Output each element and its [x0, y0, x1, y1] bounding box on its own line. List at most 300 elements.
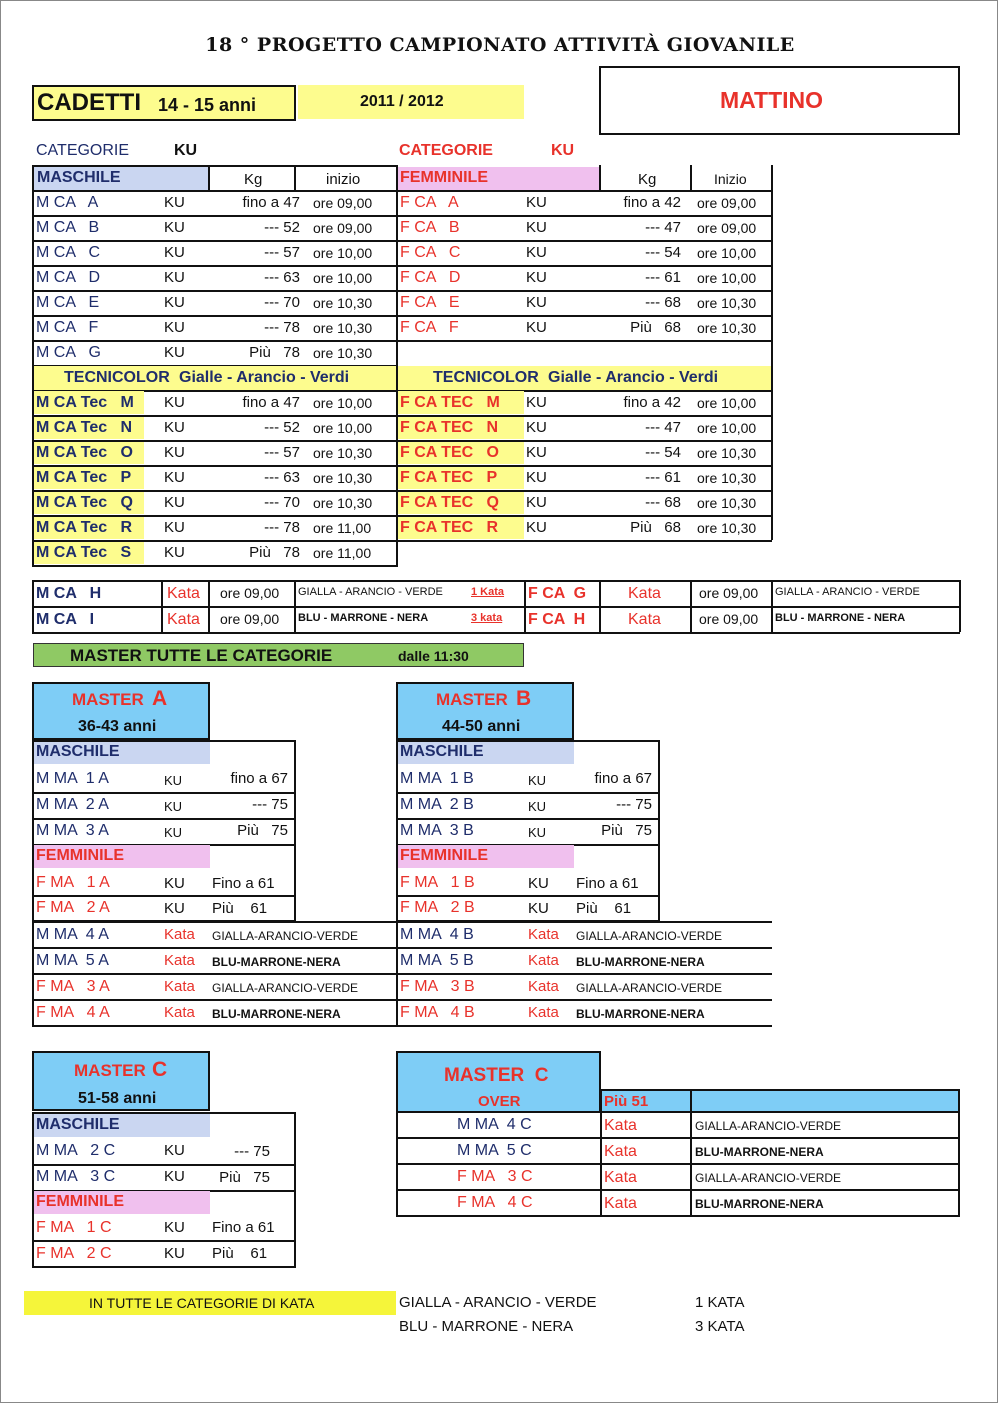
male-category: M MA 2 A: [36, 796, 109, 813]
start-time-cell: ore 10,00: [313, 420, 373, 436]
ku-cell: KU: [164, 544, 185, 561]
ku-cell: KU: [164, 799, 183, 814]
weight-cell: Più 68: [630, 519, 681, 536]
maschile-label: MASCHILE: [36, 1116, 120, 1133]
female-category: F CA TEC M: [400, 394, 500, 411]
ku-cell: KU: [526, 494, 547, 511]
weight-cell: Fino a 61: [576, 875, 639, 892]
female-category: F CA TEC P: [400, 469, 498, 486]
rule-line: [396, 440, 772, 442]
female-category: F MA 1 B: [400, 874, 475, 891]
master-age: 36-43 anni: [78, 718, 157, 735]
female-category: F CA D: [400, 269, 461, 286]
categorie-label: CATEGORIE: [36, 142, 130, 159]
male-category: M MA 1 B: [400, 770, 474, 787]
start-time-cell: ore 09,00: [697, 220, 757, 236]
weight-cell: --- 61: [645, 469, 681, 486]
weight-cell: --- 54: [645, 244, 681, 261]
rule-line: [396, 947, 772, 949]
ku-cell: KU: [164, 875, 185, 892]
start-time-cell: ore 10,30: [313, 345, 373, 361]
kata-label: Kata: [164, 978, 195, 995]
male-category: M CA F: [36, 319, 99, 336]
start-time-cell: ore 10,00: [313, 395, 373, 411]
kata-label: Kata: [628, 585, 661, 602]
weight-cell: --- 70: [264, 294, 300, 311]
female-category: F CA F: [400, 319, 459, 336]
kata-label: Kata: [604, 1169, 637, 1186]
cadetti-label: CADETTI: [37, 89, 141, 116]
rule-line: [32, 947, 408, 949]
male-category: M MA 3 C: [36, 1168, 116, 1185]
rule-line: [396, 999, 772, 1001]
weight-cell: fino a 67: [594, 770, 652, 787]
belt-colors: BLU-MARRONE-NERA: [212, 955, 341, 969]
rule-line: [396, 1189, 960, 1191]
male-category: M MA 2 C: [36, 1142, 116, 1159]
belt-colors: GIALLA-ARANCIO-VERDE: [212, 929, 359, 943]
start-time-cell: ore 09,00: [313, 195, 373, 211]
belt-colors: GIALLA-ARANCIO-VERDE: [212, 981, 359, 995]
rule-line: [32, 515, 397, 517]
female-category: F CA TEC R: [400, 519, 499, 536]
female-category: F MA 3 B: [400, 978, 475, 995]
inizio-header: inizio: [326, 171, 361, 188]
female-category: F MA 2 B: [400, 899, 475, 916]
weight-cell: Più 61: [212, 1245, 268, 1262]
rule-line: [32, 792, 296, 794]
ku-cell: KU: [526, 244, 547, 261]
rule-line: [690, 165, 692, 190]
weight-cell: Più 75: [219, 1169, 270, 1186]
weight-cell: Più 75: [601, 822, 652, 839]
weight-cell: fino a 47: [242, 194, 300, 211]
ku-cell: KU: [164, 219, 185, 236]
kata-label: Kata: [164, 926, 195, 943]
rule-line: [32, 921, 408, 923]
rule-line: [32, 565, 397, 567]
weight-cell: --- 78: [264, 319, 300, 336]
female-kata-category: F CA G: [528, 585, 587, 602]
rule-line: [32, 440, 397, 442]
ku-cell: KU: [526, 519, 547, 536]
female-category: F MA 1 A: [36, 874, 110, 891]
male-category: M MA 4 C: [457, 1116, 532, 1133]
rule-line: [396, 740, 660, 742]
rule-line: [396, 415, 772, 417]
rule-line: [396, 1137, 960, 1139]
ku-cell: KU: [526, 319, 547, 336]
weight-cell: --- 68: [645, 294, 681, 311]
rule-line: [32, 973, 408, 975]
start-time-cell: ore 11,00: [313, 520, 372, 536]
female-kata-category: F CA H: [528, 611, 586, 628]
rule-line: [599, 165, 601, 190]
start-time-cell: ore 09,00: [220, 585, 280, 601]
male-category: M MA 2 B: [400, 796, 474, 813]
session-label: MATTINO: [720, 87, 824, 113]
male-category: M MA 4 B: [400, 926, 474, 943]
female-category: F CA A: [400, 194, 459, 211]
rule-line: [32, 632, 960, 634]
rule-line: [32, 415, 397, 417]
rule-line: [396, 340, 772, 342]
master-title: MASTER: [74, 1061, 146, 1080]
kata-label: Kata: [528, 1004, 559, 1021]
male-category: M MA 3 B: [400, 822, 474, 839]
kata-label: Kata: [167, 585, 200, 602]
ku-cell: KU: [526, 394, 547, 411]
master-title: MASTER C: [444, 1065, 549, 1086]
weight-cell: --- 57: [264, 444, 300, 461]
belt-colors: BLU - MARRONE - NERA: [298, 612, 429, 624]
kata-label: Kata: [604, 1195, 637, 1212]
female-category: F CA C: [400, 244, 461, 261]
male-category: M MA 5 C: [457, 1142, 532, 1159]
ku-cell: KU: [164, 294, 185, 311]
belt-colors: BLU - MARRONE - NERA: [775, 612, 906, 624]
female-category: F MA 2 C: [36, 1245, 112, 1262]
belt-colors: GIALLA-ARANCIO-VERDE: [695, 1171, 842, 1185]
start-time-cell: ore 10,30: [697, 470, 757, 486]
maschile-label: MASCHILE: [37, 169, 121, 186]
rule-line: [396, 465, 772, 467]
ku-cell: KU: [164, 1142, 185, 1159]
rule-line: [32, 340, 397, 342]
start-time-cell: ore 10,30: [697, 295, 757, 311]
ku-cell: KU: [164, 344, 185, 361]
male-category: M CA Tec R: [36, 519, 133, 536]
ku-cell: KU: [526, 294, 547, 311]
kata-label: Kata: [628, 611, 661, 628]
master-age: 44-50 anni: [442, 718, 521, 735]
ku-cell: KU: [164, 444, 185, 461]
rule-line: [396, 921, 772, 923]
rule-line: [396, 290, 772, 292]
ku-cell: KU: [528, 799, 547, 814]
rule-line: [32, 315, 397, 317]
rule-line: [396, 973, 772, 975]
rule-line: [32, 540, 397, 542]
weight-cell: --- 47: [645, 419, 681, 436]
ku-cell: KU: [526, 219, 547, 236]
master-title: MASTER: [72, 690, 144, 709]
kg-header: Kg: [244, 171, 263, 188]
weight-cell: Più 78: [249, 344, 300, 361]
rule-line: [32, 818, 296, 820]
female-category: F MA 4 B: [400, 1004, 475, 1021]
female-category: F CA B: [400, 219, 460, 236]
rule-line: [396, 1025, 772, 1027]
master-banner-label: MASTER TUTTE LE CATEGORIE: [70, 646, 333, 665]
rule-line: [396, 1163, 960, 1165]
male-category: M MA 5 B: [400, 952, 474, 969]
footer-kata-count: 3 KATA: [695, 1318, 745, 1335]
femminile-label: FEMMINILE: [400, 847, 488, 864]
male-category: M MA 3 A: [36, 822, 109, 839]
master-title: MASTER: [436, 690, 508, 709]
rule-line: [396, 515, 772, 517]
weight-cell: --- 52: [264, 419, 300, 436]
tecnicolor-label: TECNICOLOR: [433, 369, 539, 386]
ku-cell: KU: [164, 519, 185, 536]
rule-line: [396, 818, 660, 820]
male-category: M MA 4 A: [36, 926, 109, 943]
ku-cell: KU: [526, 269, 547, 286]
ku-label: KU: [551, 142, 575, 159]
weight-cell: Fino a 61: [212, 875, 275, 892]
weight-cell: --- 75: [234, 1143, 270, 1160]
rule-line: [32, 165, 397, 167]
male-category: M MA 1 A: [36, 770, 109, 787]
kg-header: Kg: [638, 171, 657, 188]
femminile-label: FEMMINILE: [400, 169, 488, 186]
tecnicolor-colors: Gialle - Arancio - Verdi: [179, 369, 350, 386]
cadetti-age: 14 - 15 anni: [158, 95, 257, 115]
ku-cell: KU: [526, 469, 547, 486]
rule-line: [32, 580, 960, 582]
female-category: F MA 1 C: [36, 1219, 112, 1236]
female-category: F CA E: [400, 294, 460, 311]
male-category: M CA Tec N: [36, 419, 133, 436]
rule-line: [32, 265, 397, 267]
ku-cell: KU: [164, 1245, 185, 1262]
tecnicolor-colors: Gialle - Arancio - Verdi: [548, 369, 719, 386]
ku-label: KU: [174, 142, 198, 159]
ku-cell: KU: [528, 773, 547, 788]
belt-colors: GIALLA-ARANCIO-VERDE: [576, 981, 723, 995]
belt-colors: BLU-MARRONE-NERA: [212, 1007, 341, 1021]
belt-colors: GIALLA-ARANCIO-VERDE: [695, 1119, 842, 1133]
categorie-label: CATEGORIE: [399, 142, 493, 159]
weight-cell: Più 61: [212, 900, 268, 917]
ku-cell: KU: [164, 900, 185, 917]
weight-cell: --- 47: [645, 219, 681, 236]
female-category: F MA 3 C: [457, 1168, 533, 1185]
rule-line: [658, 740, 660, 920]
start-time-cell: ore 10,30: [313, 320, 373, 336]
ku-cell: KU: [164, 1168, 185, 1185]
weight-cell: --- 78: [264, 519, 300, 536]
female-category: F MA 3 A: [36, 978, 110, 995]
ku-cell: KU: [528, 825, 547, 840]
male-kata-category: M CA H: [36, 585, 102, 602]
ku-cell: KU: [164, 1219, 185, 1236]
belt-colors: BLU-MARRONE-NERA: [576, 1007, 705, 1021]
male-category: M CA Tec Q: [36, 494, 133, 511]
inizio-header: Inizio: [714, 171, 747, 187]
rule-line: [396, 190, 772, 192]
ku-cell: KU: [164, 269, 185, 286]
kata-label: Kata: [528, 952, 559, 969]
ku-cell: KU: [164, 244, 185, 261]
female-category: F MA 4 A: [36, 1004, 110, 1021]
ku-cell: KU: [528, 900, 549, 917]
rule-line: [32, 215, 397, 217]
ku-cell: KU: [164, 419, 185, 436]
weight-cell: Più 78: [249, 544, 300, 561]
rule-line: [294, 1112, 296, 1266]
weight-cell: Fino a 61: [212, 1219, 275, 1236]
male-category: M CA B: [36, 219, 100, 236]
season-label: 2011 / 2012: [360, 93, 444, 110]
kata-label: Kata: [604, 1143, 637, 1160]
weight-cell: --- 70: [264, 494, 300, 511]
rule-line: [396, 265, 772, 267]
weight-cell: --- 68: [645, 494, 681, 511]
male-category: M CA Tec O: [36, 444, 133, 461]
start-time-cell: ore 10,00: [313, 270, 373, 286]
weight-cell: --- 63: [264, 269, 300, 286]
rule-line: [32, 490, 397, 492]
male-category: M CA D: [36, 269, 101, 286]
ku-cell: KU: [164, 494, 185, 511]
weight-cell: fino a 42: [623, 394, 681, 411]
maschile-label: MASCHILE: [400, 743, 484, 760]
footer-belt: GIALLA - ARANCIO - VERDE: [399, 1294, 597, 1311]
weight-cell: Più 75: [237, 822, 288, 839]
weight-cell: fino a 67: [230, 770, 288, 787]
start-time-cell: ore 10,30: [313, 495, 373, 511]
weight-cell: --- 75: [252, 796, 288, 813]
master-letter: B: [516, 687, 532, 710]
start-time-cell: ore 10,00: [697, 245, 757, 261]
start-time-cell: ore 10,00: [697, 395, 757, 411]
kata-label: Kata: [164, 1004, 195, 1021]
rule-line: [32, 190, 397, 192]
ku-cell: KU: [164, 469, 185, 486]
footer-kata-count: 1 KATA: [695, 1294, 745, 1311]
start-time-cell: ore 10,30: [313, 295, 373, 311]
female-category: F MA 4 C: [457, 1194, 533, 1211]
start-time-cell: ore 09,00: [313, 220, 373, 236]
belt-colors: GIALLA-ARANCIO-VERDE: [576, 929, 723, 943]
rule-line: [396, 215, 772, 217]
piu-header: [600, 1089, 960, 1113]
weight-cell: fino a 47: [242, 394, 300, 411]
rule-line: [294, 740, 296, 920]
ku-cell: KU: [164, 394, 185, 411]
rule-line: [32, 606, 960, 608]
rule-line: [396, 740, 398, 1025]
weight-cell: --- 54: [645, 444, 681, 461]
rule-line: [32, 740, 296, 742]
start-time-cell: ore 10,30: [697, 520, 757, 536]
rule-line: [208, 165, 210, 190]
start-time-cell: ore 10,30: [313, 445, 373, 461]
ku-cell: KU: [526, 444, 547, 461]
femminile-label: FEMMINILE: [36, 1193, 124, 1210]
male-category: M CA A: [36, 194, 99, 211]
rule-line: [32, 1164, 296, 1166]
kata-label: Kata: [164, 952, 195, 969]
kata-count: 3 kata: [471, 612, 503, 624]
page-title: 18 ° PROGETTO CAMPIONATO ATTIVITÀ GIOVANILE: [205, 34, 795, 56]
rule-line: [396, 792, 660, 794]
master-letter: A: [152, 687, 168, 710]
start-time-cell: ore 10,30: [313, 470, 373, 486]
rule-line: [32, 465, 397, 467]
rule-line: [771, 165, 773, 540]
belt-colors: GIALLA - ARANCIO - VERDE: [775, 586, 920, 598]
start-time-cell: ore 10,00: [313, 245, 373, 261]
female-category: F MA 2 A: [36, 899, 110, 916]
start-time-cell: ore 09,00: [220, 611, 280, 627]
ku-cell: KU: [164, 773, 183, 788]
female-category: F CA TEC N: [400, 419, 499, 436]
ku-cell: KU: [164, 825, 183, 840]
start-time-cell: ore 09,00: [699, 611, 759, 627]
start-time-cell: ore 09,00: [697, 195, 757, 211]
kata-label: Kata: [528, 978, 559, 995]
weight-cell: --- 61: [645, 269, 681, 286]
male-category: M MA 5 A: [36, 952, 109, 969]
rule-line: [396, 315, 772, 317]
rule-line: [32, 240, 397, 242]
rule-line: [32, 895, 296, 897]
kata-count: 1 Kata: [471, 586, 505, 598]
start-time-cell: ore 10,30: [697, 445, 757, 461]
belt-colors: BLU-MARRONE-NERA: [695, 1145, 824, 1159]
rule-line: [690, 1089, 692, 1215]
start-time-cell: ore 09,00: [699, 585, 759, 601]
rule-line: [396, 490, 772, 492]
rule-line: [32, 290, 397, 292]
male-category: M CA Tec M: [36, 394, 134, 411]
male-kata-category: M CA I: [36, 611, 95, 628]
belt-colors: BLU-MARRONE-NERA: [695, 1197, 824, 1211]
weight-cell: fino a 42: [623, 194, 681, 211]
rule-line: [396, 1215, 960, 1217]
master-over-label: OVER: [478, 1093, 521, 1110]
ku-cell: KU: [164, 194, 185, 211]
maschile-label: MASCHILE: [36, 743, 120, 760]
weight-cell: --- 63: [264, 469, 300, 486]
femminile-label: FEMMINILE: [36, 847, 124, 864]
start-time-cell: ore 10,00: [697, 270, 757, 286]
male-category: M CA C: [36, 244, 101, 261]
start-time-cell: ore 10,30: [697, 495, 757, 511]
weight-cell: --- 57: [264, 244, 300, 261]
rule-line: [32, 1025, 408, 1027]
start-time-cell: ore 10,30: [697, 320, 757, 336]
rule-line: [294, 165, 296, 190]
rule-line: [32, 740, 34, 1025]
rule-line: [32, 1266, 296, 1268]
female-category: F CA TEC O: [400, 444, 499, 461]
weight-cell: --- 75: [616, 796, 652, 813]
tecnicolor-label: TECNICOLOR: [64, 369, 170, 386]
female-category: F CA TEC Q: [400, 494, 499, 511]
start-time-cell: ore 10,00: [697, 420, 757, 436]
belt-colors: GIALLA - ARANCIO - VERDE: [298, 586, 443, 598]
male-category: M CA G: [36, 344, 101, 361]
master-letter: C: [152, 1058, 168, 1081]
weight-cell: --- 52: [264, 219, 300, 236]
footer-belt: BLU - MARRONE - NERA: [399, 1318, 574, 1335]
male-category: M CA Tec P: [36, 469, 132, 486]
belt-colors: BLU-MARRONE-NERA: [576, 955, 705, 969]
ku-cell: KU: [164, 319, 185, 336]
kata-label: Kata: [528, 926, 559, 943]
start-time-cell: ore 11,00: [313, 545, 372, 561]
kata-label: Kata: [604, 1117, 637, 1134]
ku-cell: KU: [526, 194, 547, 211]
rule-line: [32, 1240, 296, 1242]
rule-line: [396, 240, 772, 242]
master-banner-time: dalle 11:30: [398, 648, 469, 664]
footer-label: IN TUTTE LE CATEGORIE DI KATA: [89, 1295, 315, 1311]
